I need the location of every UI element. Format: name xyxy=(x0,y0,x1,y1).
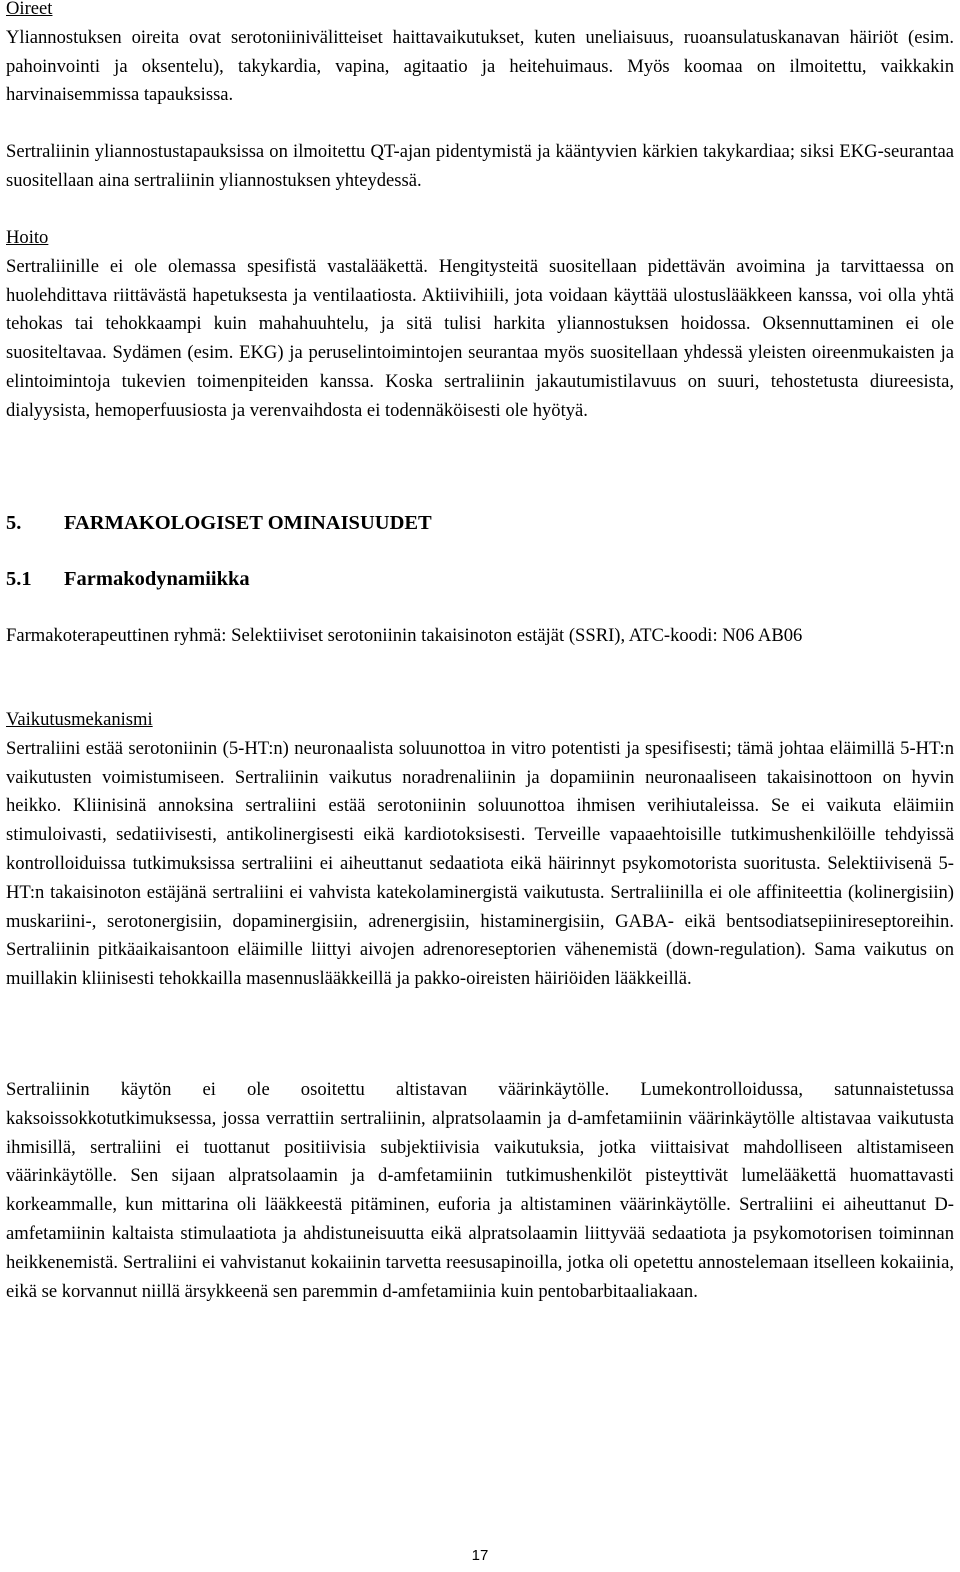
section-5-1-number: 5.1 xyxy=(6,568,32,590)
paragraph-hoito: Sertraliinille ei ole olemassa spesifistä vastalääkettä. Hengitysteitä suositellaan pidettävän avoimina ja tarvittaessa on huolehdittava riittävästä hapetuksesta ja ventilaatiosta. Aktiivihiili, jota voidaan käyttää ulostuslääkkeen kanssa, voi olla yhtä tehokas tai tehokkaampi kuin mahahuuhtelu, ja sitä tulisi harkita yliannostuksen hoidossa. Oksennuttaminen ei ole suositeltavaa. Sydämen (esim. EKG) ja peruselintoimintojen seurantaa myös suositellaan yhdessä yleisten oireenmukaisten ja elintoimintoja tukevien toimenpiteiden kanssa. Koska sertraliinin jakautumistilavuus on suuri, tehostetusta diureesista, dialyysista, hemoperfuusiosta ja verenvaihdosta ei todennäköisesti ole hyötyä. xyxy=(6,255,954,421)
section-hoito xyxy=(6,224,954,426)
section-5-title: FARMAKOLOGISET OMINAISUUDET xyxy=(64,512,432,534)
paragraph-ryhma: Farmakoterapeuttinen ryhmä: Selektiiviset serotoniinin takaisinoton estäjät (SSRI), ATC-koodi: N06 AB06 xyxy=(6,625,803,646)
section-ryhma xyxy=(6,622,954,651)
paragraph-vaarinkaytto: Sertraliinin käytön ei ole osoitettu altistavan väärinkäytölle. Lumekontrolloidussa, satunnaistetussa kaksoissokkotutkimuksessa, jossa verrattiin sertraliinin, alpratsolaamin ja d-amfetamiinin väärinkäytölle altistavaa vaikutusta ihmisillä, sertraliini ei tuottanut positiivisia subjektiivisia vaikutuksia, jotka viittaisivat mahdolliseen altistamiseen väärinkäytölle. Sen sijaan alpratsolaamin ja d-amfetamiinin tutkimushenkilöt pisteyttivät lumelääkettä huomattavasti korkeammalle, kun mittarina oli lääkkeestä pitäminen, euforia ja altistaminen väärinkäytölle. Sertraliini ei aiheuttanut D-amfetamiinin kaltaista stimulaatiota ja ahdistuneisuutta eikä alpratsolaamin liittyvää sedaatiota ja psykomotorisen toiminnan heikkenemistä. Sertraliini ei vahvistanut kokaiinin tarvetta reesusapinoilla, jotka oli opetettu annostelemaan itselleen kokaiinia, eikä se korvannut niillä ärsykkeenä sen paremmin d-amfetamiinia kuin pentobarbitaaliakaan. xyxy=(6,1079,954,1302)
heading-vaikutusmekanismi: Vaikutusmekanismi xyxy=(6,709,153,730)
paragraph-qt: Sertraliinin yliannostustapauksissa on ilmoitettu QT-ajan pidentymistä ja kääntyvien kärkien takykardiaa; siksi EKG-seurantaa suositellaan aina sertraliinin yliannostuksen yhteydessä. xyxy=(6,141,954,191)
paragraph-oireet: Yliannostuksen oireita ovat serotoniinivälitteiset haittavaikutukset, kuten uneliaisuus, ruoansulatuskanavan häiriöt (esim. pahoinvointi ja oksentelu), takykardia, vapina, agitaatio ja heitehuimaus. Myös koomaa on ilmoitettu, vaikkakin harvinaisemmissa tapauksissa. xyxy=(6,26,954,106)
heading-section-5 xyxy=(6,509,954,537)
section-vaarinkaytto xyxy=(6,1076,954,1306)
section-5-1-title: Farmakodynamiikka xyxy=(64,568,250,590)
heading-section-5-1 xyxy=(6,565,954,593)
section-5-number: 5. xyxy=(6,512,22,534)
section-oireet xyxy=(6,0,954,110)
heading-hoito: Hoito xyxy=(6,227,49,248)
heading-oireet: Oireet xyxy=(6,0,53,19)
section-qt xyxy=(6,138,954,196)
paragraph-vaikutusmekanismi: Sertraliini estää serotoniinin (5-HT:n) neuronaalista soluunottoa in vitro potentisti ja spesifisesti; tämä johtaa eläimillä 5-HT:n vaikutusten voimistumiseen. Sertraliinin vaikutus noradrenaliinin ja dopamiinin neuronaaliseen takaisinottoon on hyvin heikko. Kliinisinä annoksina sertraliini estää serotoniinin soluunottoa ihmisen verihiutaleissa. Se ei vaikuta eläimiin stimuloivasti, sedatiivisesti, antikolinergisesti eikä kardiotoksisesti. Terveille vapaaehtoisille tutkimushenkilöille tehdyissä kontrolloiduissa tutkimuksissa sertraliini ei aiheuttanut sedaatiota eikä häirinnyt psykomotorista suoritusta. Selektiivisenä 5-HT:n takaisinoton estäjänä sertraliini ei vahvista katekolaminergistä vaikutusta. Sertraliinilla ei ole affiniteettia (kolinergisiin) muskariini-, serotonergisiin, dopaminergisiin, adrenergisiin, histaminergisiin, GABA- eikä bentsodiatsepiinireseptoreihin. Sertraliinin pitkäaikaisantoon eläimille liittyi aivojen adrenoreseptorien vähenemistä (down-regulation). Sama vaikutus on muillakin kliinisesti tehokkailla masennuslääkkeillä ja pakko-oireisten häiriöiden lääkkeillä. xyxy=(6,737,954,990)
page-number: 17 xyxy=(471,1547,489,1564)
section-vaikutusmekanismi xyxy=(6,706,954,994)
